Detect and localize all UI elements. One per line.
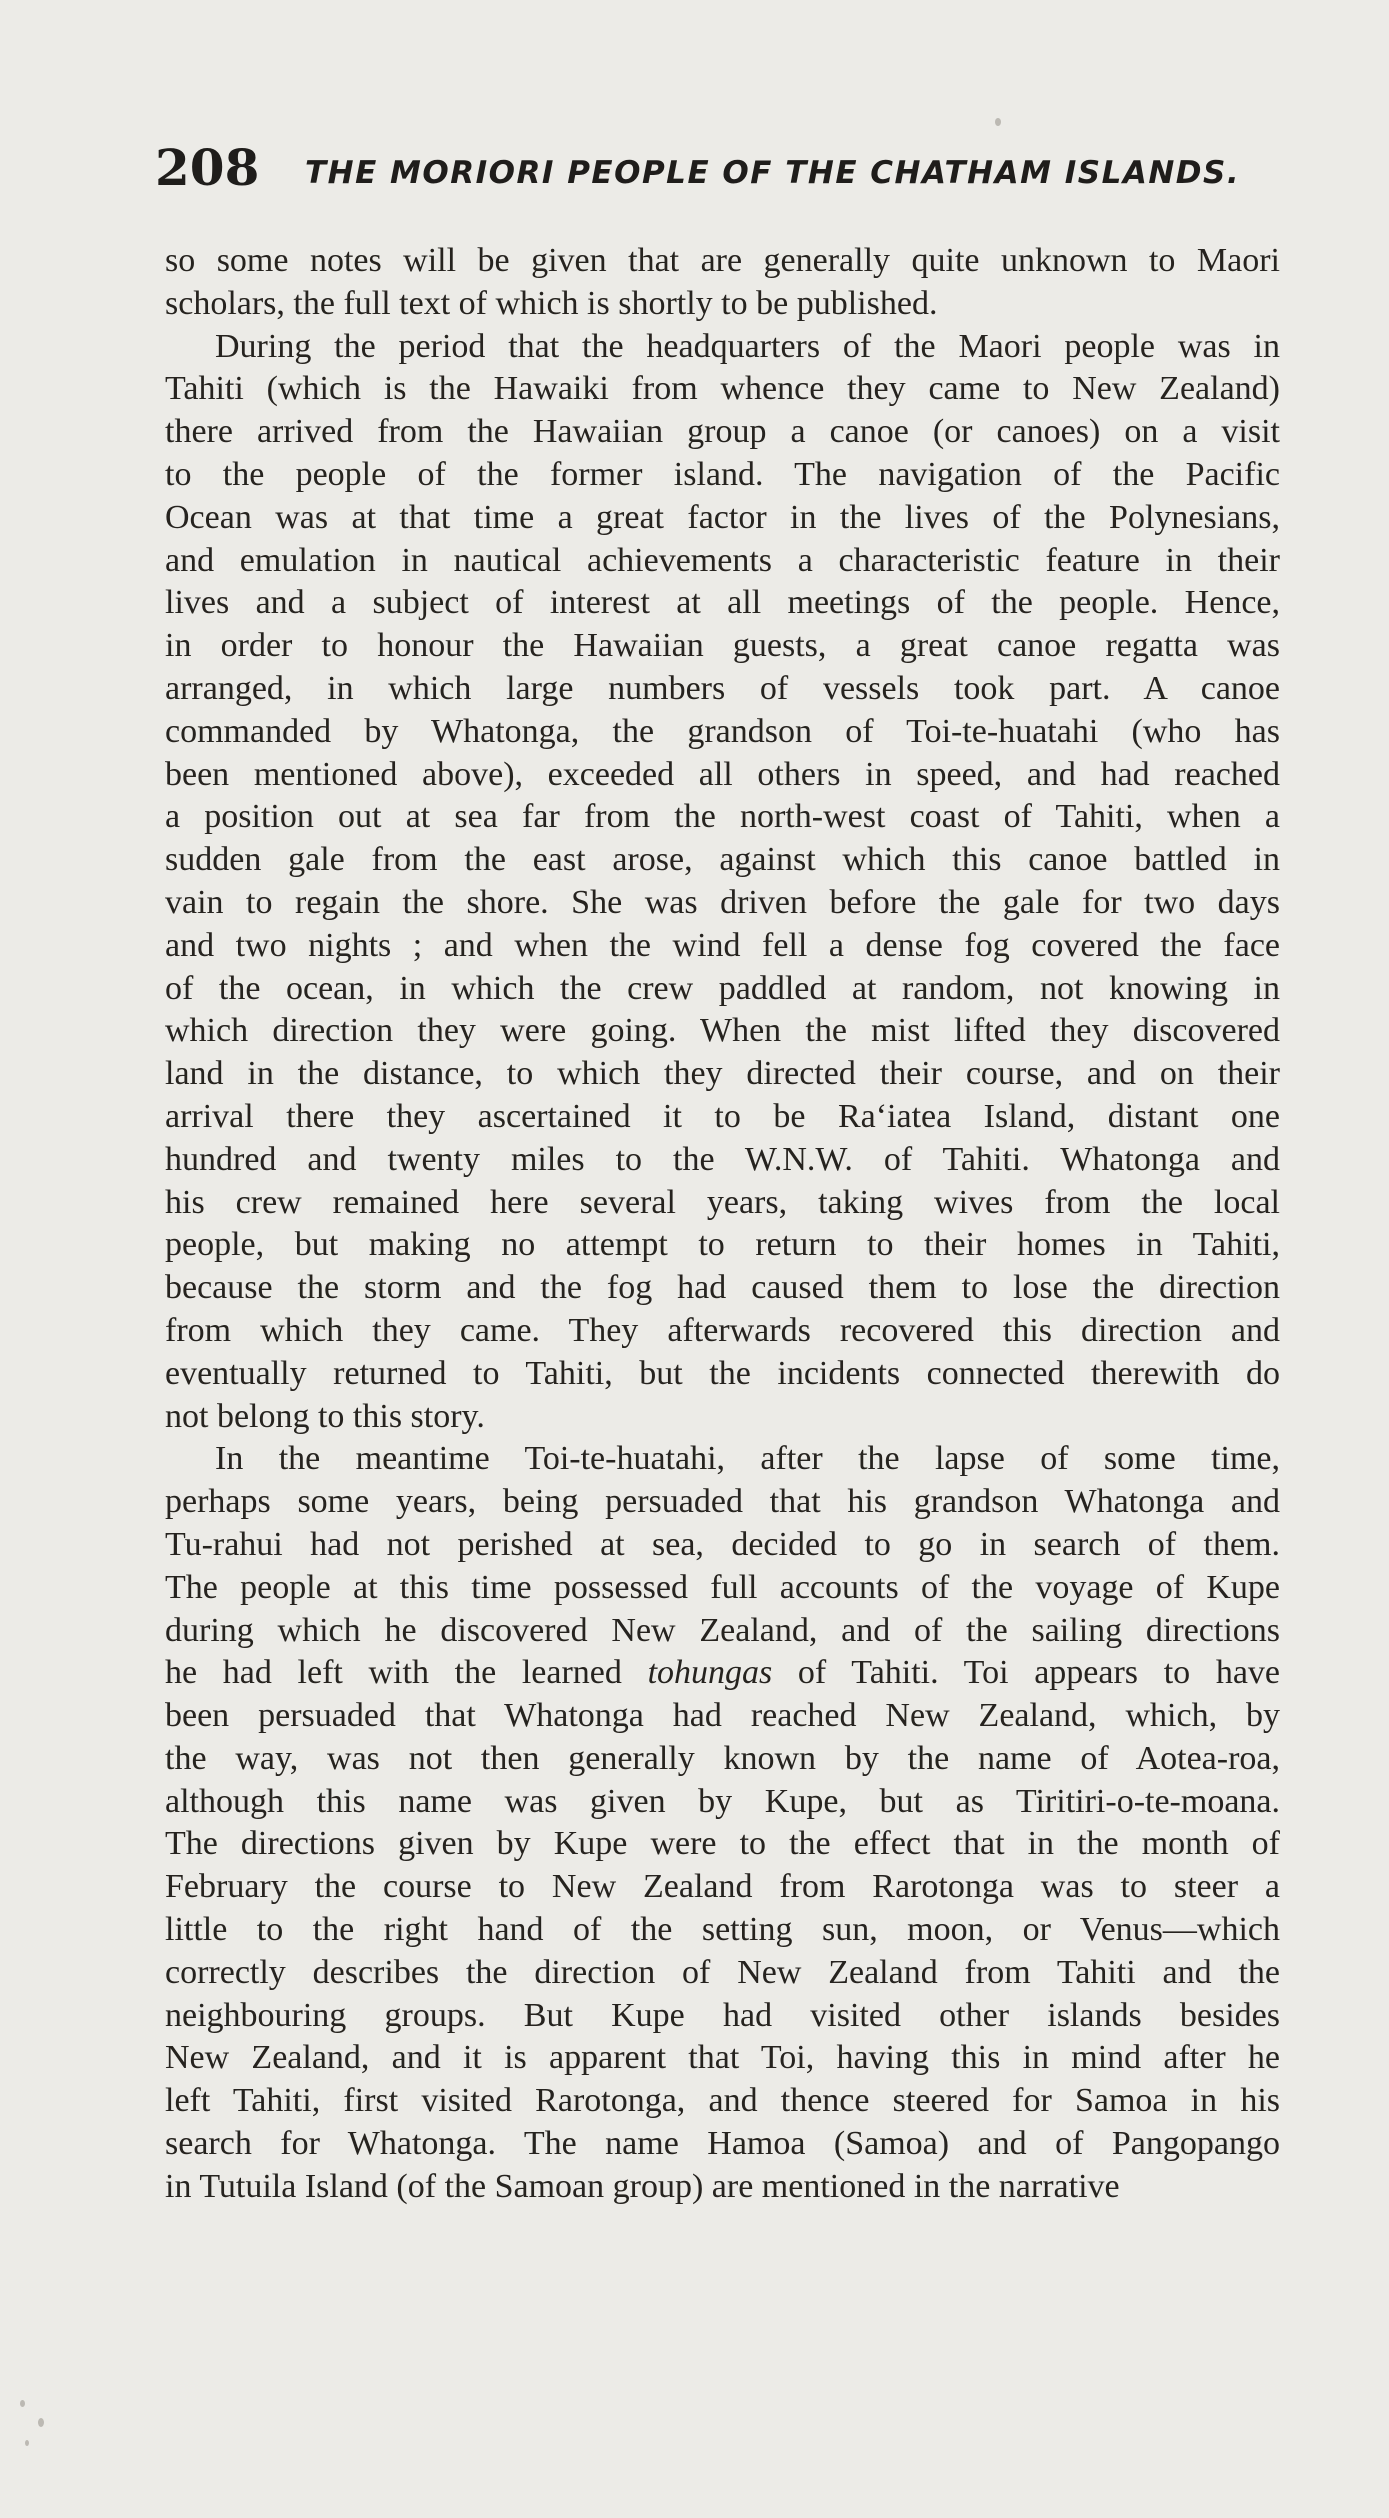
text-line: search for Whatonga. The name Hamoa (Samoa) and of Pangopango	[165, 2125, 1280, 2163]
text-line: commanded by Whatonga, the grandson of Toi-te-huatahi (who has	[165, 712, 1280, 750]
page-header	[155, 138, 1241, 208]
text-line: during which he discovered New Zealand, and of the sailing directions	[165, 1611, 1280, 1649]
paper-blemish	[38, 2418, 44, 2427]
text-line: correctly describes the direction of New Zealand from Tahiti and the	[165, 1953, 1280, 1991]
paper-blemish	[20, 2400, 25, 2407]
text-line: of the ocean, in which the crew paddled at random, not knowing in	[165, 969, 1280, 1007]
text-line: so some notes will be given that are generally quite unknown to Maori	[165, 242, 1280, 279]
text-line: little to the right hand of the setting sun, moon, or Venus—which	[165, 1911, 1280, 1949]
text-line: eventually returned to Tahiti, but the incidents connected therewith do	[165, 1354, 1280, 1392]
text-line: a position out at sea far from the north-west coast of Tahiti, when a	[165, 798, 1280, 836]
text-line: in Tutuila Island (of the Samoan group) are mentioned in the narrative	[165, 2167, 1120, 2205]
text-line: and two nights ; and when the wind fell a dense fog covered the face	[165, 926, 1280, 964]
text-line: lives and a subject of interest at all meetings of the people. Hence,	[165, 584, 1280, 622]
text-line: The directions given by Kupe were to the effect that in the month of	[165, 1825, 1280, 1863]
text-line: The people at this time possessed full accounts of the voyage of Kupe	[165, 1568, 1280, 1606]
paragraph	[165, 326, 1280, 1439]
text-line: because the storm and the fog had caused them to lose the direction	[165, 1269, 1280, 1307]
paragraph	[165, 1438, 1280, 2208]
text-line: Tahiti (which is the Hawaiki from whence they came to New Zealand)	[165, 370, 1280, 408]
text-line: in order to honour the Hawaiian guests, a great canoe regatta was	[165, 627, 1280, 665]
text-line: New Zealand, and it is apparent that Toi, having this in mind after he	[165, 2039, 1280, 2077]
text-line: hundred and twenty miles to the W.N.W. of Tahiti. Whatonga and	[165, 1140, 1280, 1178]
running-title: THE MORIORI PEOPLE OF THE CHATHAM ISLANDS.	[305, 155, 1241, 191]
text-line: and emulation in nautical achievements a characteristic feature in their	[165, 541, 1280, 579]
text-line: the way, was not then generally known by the name of Aotea-roa,	[165, 1739, 1280, 1777]
text-line: left Tahiti, first visited Rarotonga, and thence steered for Samoa in his	[165, 2082, 1280, 2120]
text-line: February the course to New Zealand from Rarotonga was to steer a	[165, 1868, 1280, 1906]
text-line: which direction they were going. When the mist lifted they discovered	[165, 1012, 1280, 1050]
text-line: been persuaded that Whatonga had reached New Zealand, which, by	[165, 1697, 1280, 1735]
text-line: he had left with the learned tohungas of Tahiti. Toi appears to have	[165, 1654, 1280, 1692]
text-line: to the people of the former island. The navigation of the Pacific	[165, 455, 1280, 493]
text-line: In the meantime Toi-te-huatahi, after the lapse of some time,	[215, 1440, 1280, 1478]
page-number: 208	[155, 138, 260, 197]
paragraph	[165, 240, 1280, 326]
text-line: Ocean was at that time a great factor in the lives of the Polynesians,	[165, 498, 1280, 536]
body-text	[165, 240, 1280, 2209]
text-line: sudden gale from the east arose, against which this canoe battled in	[165, 841, 1280, 879]
text-line: arrival there they ascertained it to be Ra‘iatea Island, distant one	[165, 1097, 1280, 1135]
text-line: Tu-rahui had not perished at sea, decided to go in search of them.	[165, 1525, 1280, 1563]
text-line: During the period that the headquarters of the Maori people was in	[215, 327, 1280, 365]
text-line: from which they came. They afterwards recovered this direction and	[165, 1311, 1280, 1349]
text-line: although this name was given by Kupe, but as Tiritiri-o-te-moana.	[165, 1782, 1280, 1820]
text-line: perhaps some years, being persuaded that his grandson Whatonga and	[165, 1483, 1280, 1521]
text-line: there arrived from the Hawaiian group a canoe (or canoes) on a visit	[165, 413, 1280, 451]
text-line: been mentioned above), exceeded all others in speed, and had reached	[165, 755, 1280, 793]
text-line: vain to regain the shore. She was driven before the gale for two days	[165, 883, 1280, 921]
text-line: arranged, in which large numbers of vessels took part. A canoe	[165, 669, 1280, 707]
text-line: people, but making no attempt to return to their homes in Tahiti,	[165, 1226, 1280, 1264]
text-line: neighbouring groups. But Kupe had visited other islands besides	[165, 1996, 1280, 2034]
text-line: scholars, the full text of which is shortly to be published.	[165, 284, 938, 322]
text-line: land in the distance, to which they directed their course, and on their	[165, 1055, 1280, 1093]
text-line: his crew remained here several years, taking wives from the local	[165, 1183, 1280, 1221]
paper-blemish	[995, 118, 1001, 126]
paper-blemish	[25, 2440, 29, 2446]
text-line: not belong to this story.	[165, 1397, 485, 1435]
